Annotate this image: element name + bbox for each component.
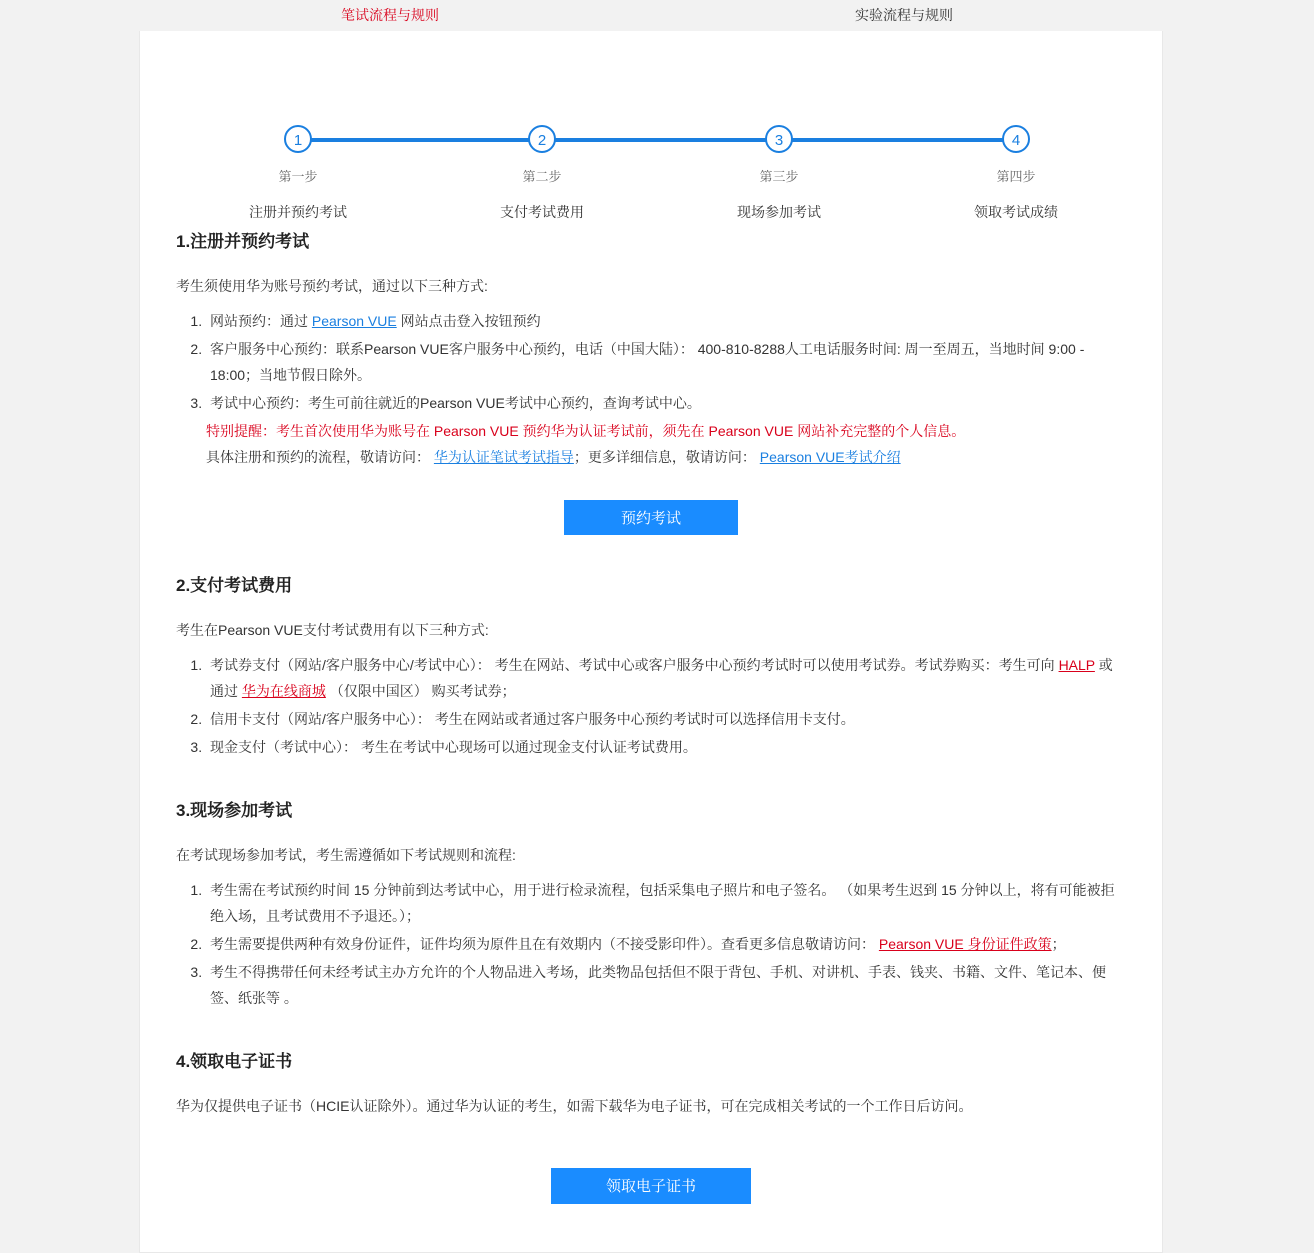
stepper-connector-line (298, 138, 1018, 142)
section-4-title: 4.领取电子证书 (176, 1052, 293, 1071)
stepper-step-4 (936, 125, 1096, 222)
section-2-item1-pre: 考试券支付（网站/客户服务中心/考试中心）： 考生在网站、考试中心或客户服务中心预约考试时可以使用考试券。考试券购买：考生可向 (210, 657, 1059, 673)
list-item: 3. 考试中心预约：考生可前往就近的Pearson VUE考试中心预约，查询考试中心。 (206, 390, 1126, 416)
book-exam-button-wrap (176, 470, 1126, 535)
list-item: 3. 考生不得携带任何未经考试主办方允许的个人物品进入考场，此类物品包括但不限于背包、手机、对讲机、手表、钱夹、书籍、文件、笔记本、便签、纸张等 。 (206, 959, 1126, 1011)
huawei-online-store-link[interactable]: 华为在线商城 (241, 683, 326, 699)
section-1-note-pre: 具体注册和预约的流程，敬请访问： (206, 449, 430, 465)
list-item (206, 308, 1126, 334)
section-3-item2-pre: 考生需要提供两种有效身份证件，证件均须为原件且在有效期内（不接受影印件）。查看更多信息敬请访问： (210, 936, 879, 952)
get-certificate-button-wrap (176, 1128, 1126, 1252)
section-2-title: 2.支付考试费用 (176, 576, 293, 595)
step-subtitle: 第三步 (759, 169, 799, 184)
list-item: 2. 客户服务中心预约：联系Pearson VUE客户服务中心预约，电话（中国大陆）： 400-810-8288人工电话服务时间: 周一至周五，当地时间 9:00 - 18:00；当地节假日除外。 (206, 336, 1126, 388)
step-number-circle: 4 (1002, 125, 1030, 153)
list-item: 1. 考生需在考试预约时间 15 分钟前到达考试中心，用于进行检录流程，包括采集电子照片和电子签名。 （如果考生迟到 15 分钟以上，将有可能被拒绝入场，且考试费用不予退还。）； (206, 877, 1126, 929)
step-title: 注册并预约考试 (249, 204, 347, 220)
step-title: 领取考试成绩 (974, 204, 1058, 220)
section-2-list (176, 652, 1126, 760)
list-item (206, 931, 1126, 957)
step-number-circle: 1 (284, 125, 312, 153)
pearson-vue-id-policy-link[interactable]: Pearson VUE 身份证件政策 (878, 936, 1052, 952)
stepper-step-3 (699, 125, 859, 222)
halp-link[interactable]: HALP (1058, 657, 1095, 673)
pearson-vue-exam-intro-link[interactable]: Pearson VUE考试介绍 (759, 449, 901, 465)
get-certificate-button[interactable]: 领取电子证书 (551, 1168, 751, 1204)
pearson-vue-link[interactable]: Pearson VUE (311, 313, 397, 329)
content-card (139, 31, 1163, 1253)
section-4-lead: 华为仅提供电子证书（HCIE认证除外）。通过华为认证的考生，如需下载华为电子证书，可在完成相关考试的一个工作日后访问。 (176, 1098, 973, 1114)
content-body (140, 227, 1162, 1252)
section-3-lead: 在考试现场参加考试，考生需遵循如下考试规则和流程: (176, 847, 516, 863)
list-item: 3. 现金支付（考试中心）： 考生在考试中心现场可以通过现金支付认证考试费用。 (206, 734, 1126, 760)
section-1-title: 1.注册并预约考试 (176, 232, 310, 251)
step-subtitle: 第一步 (278, 169, 318, 184)
tab-lab-exam-rules[interactable]: 实验流程与规则 (855, 7, 953, 23)
section-1-item1-pre: 网站预约：通过 (210, 313, 312, 329)
stepper-step-1 (218, 125, 378, 222)
section-1-list (176, 308, 1126, 416)
section-1-extra-note (206, 444, 1126, 470)
section-3-list (176, 877, 1126, 1011)
step-subtitle: 第四步 (996, 169, 1036, 184)
progress-stepper (140, 85, 1162, 220)
list-item (206, 652, 1126, 704)
list-item: 2. 信用卡支付（网站/客户服务中心）： 考生在网站或者通过客户服务中心预约考试时可以选择信用卡支付。 (206, 706, 1126, 732)
step-number-circle: 2 (528, 125, 556, 153)
stepper-step-2 (462, 125, 622, 222)
step-title: 现场参加考试 (737, 204, 821, 220)
section-2-item1-post: （仅限中国区） 购买考试券； (325, 683, 516, 699)
step-number-circle: 3 (765, 125, 793, 153)
section-1-lead: 考生须使用华为账号预约考试，通过以下三种方式: (176, 278, 488, 294)
section-1-special-notice: 特别提醒：考生首次使用华为账号在 Pearson VUE 预约华为认证考试前，须先在 Pearson VUE 网站补充完整的个人信息。 (206, 423, 966, 439)
section-1-note-mid: ；更多详细信息，敬请访问： (573, 449, 756, 465)
step-title: 支付考试费用 (500, 204, 584, 220)
section-3-item2-post: ； (1051, 936, 1066, 952)
step-subtitle: 第二步 (522, 169, 562, 184)
section-3-title: 3.现场参加考试 (176, 801, 293, 820)
section-2-item1-mid: 或通过 (210, 657, 1113, 699)
section-2-lead: 考生在Pearson VUE支付考试费用有以下三种方式: (176, 622, 489, 638)
section-1-item1-post: 网站点击登入按钮预约 (396, 313, 541, 329)
tab-written-exam-rules[interactable]: 笔试流程与规则 (341, 7, 439, 23)
tab-bar (0, 0, 1314, 31)
book-exam-button[interactable]: 预约考试 (564, 500, 738, 535)
huawei-written-exam-guide-link[interactable]: 华为认证笔试考试指导 (433, 449, 574, 465)
